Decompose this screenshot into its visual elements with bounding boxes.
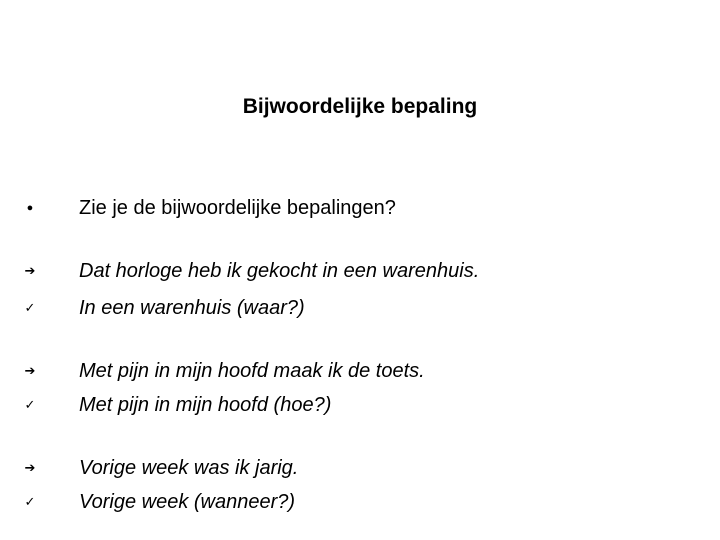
example-2-sentence: Met pijn in mijn hoofd maak ik de toets.	[79, 360, 425, 382]
example-1-answer: In een warenhuis (waar?)	[79, 297, 305, 319]
arrow-right-icon: ➔	[24, 363, 36, 378]
check-mark-icon: ✓	[24, 494, 36, 509]
arrow-right-icon: ➔	[24, 460, 36, 475]
example-1-sentence: Dat horloge heb ik gekocht in een warenhuis.	[79, 260, 480, 282]
slide-title: Bijwoordelijke bepaling	[242, 95, 478, 118]
example-3-answer: Vorige week (wanneer?)	[79, 491, 296, 513]
arrow-right-icon: ➔	[24, 263, 36, 278]
check-mark-icon: ✓	[24, 397, 36, 412]
example-2-answer: Met pijn in mijn hoofd (hoe?)	[79, 394, 332, 416]
example-3-sentence: Vorige week was ik jarig.	[79, 457, 299, 479]
bullet-dot-icon: ●	[26, 202, 34, 214]
check-mark-icon: ✓	[24, 300, 36, 315]
question-text: Zie je de bijwoordelijke bepalingen?	[79, 197, 396, 219]
